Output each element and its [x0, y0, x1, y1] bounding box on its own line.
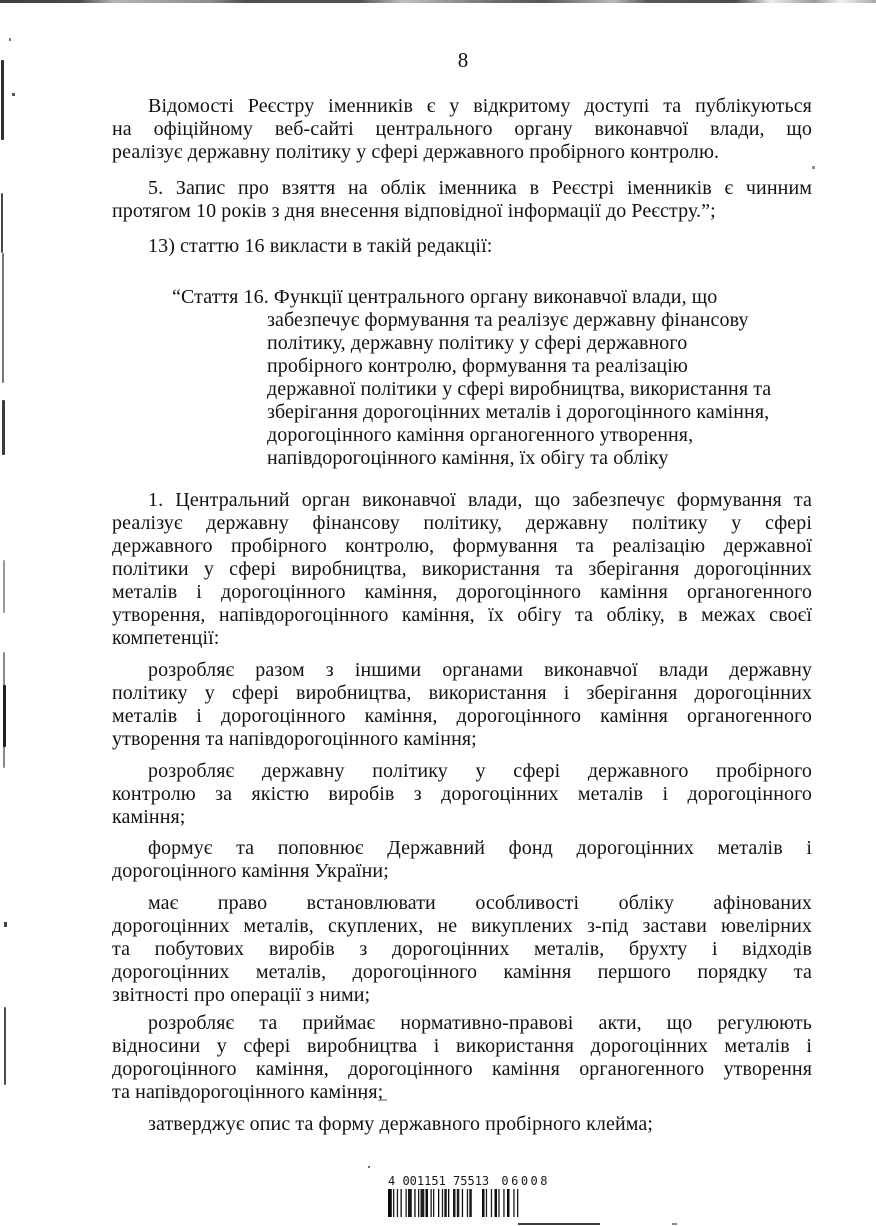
text-line: забезпечує формування та реалізує державну фінансову	[267, 309, 749, 331]
text-line: державного пробірного контролю, формування та реалізацію державної	[112, 535, 812, 557]
text-line: реалізує державну політику у сфері державного пробірного контролю.	[112, 141, 720, 163]
text-line: напівдорогоцінного каміння, їх обігу та обліку	[267, 447, 669, 469]
scan-artifact-speck	[368, 1166, 370, 1168]
text-line: 1. Центральний орган виконавчої влади, що забезпечує формування та	[148, 489, 812, 511]
scan-artifact-speck	[672, 1223, 677, 1225]
text-line: каміння;	[112, 806, 186, 828]
scan-artifact-left-margin	[4, 1007, 6, 1085]
text-line: дорогоцінного каміння, дорогоцінного каміння органогенного утворення	[112, 1058, 812, 1080]
paragraph	[112, 892, 812, 1007]
paragraph	[112, 235, 812, 258]
scan-artifact-speck	[812, 166, 815, 169]
paragraph	[112, 177, 812, 223]
text-line: державної політики у сфері виробництва, використання та	[267, 378, 772, 400]
text-line: утворення, напівдорогоцінного каміння, їх обігу та обліку, в межах своєї	[112, 604, 812, 626]
text-line: утворення та напівдорогоцінного каміння;	[112, 728, 477, 750]
paragraph	[112, 489, 812, 650]
paragraph	[112, 837, 812, 883]
scan-artifact-left-margin	[2, 253, 4, 383]
scan-artifact-speck	[9, 38, 11, 41]
text-line: металів і дорогоцінного каміння, дорогоцінного каміння органогенного	[112, 705, 812, 727]
text-line: відносини у сфері виробництва і використання дорогоцінних металів і	[112, 1035, 812, 1057]
text-line: дорогоцінного каміння України;	[112, 860, 389, 882]
text-line: пробірного контролю, формування та реалізацію	[267, 355, 688, 377]
text-line: політику у сфері виробництва, використання і зберігання дорогоцінних	[112, 682, 812, 704]
text-line: реалізує державну фінансову політику, державну політику у сфері	[112, 512, 812, 534]
scan-artifact-underline	[518, 1223, 600, 1225]
text-line: протягом 10 років з дня внесення відповідної інформації до Реєстру.”;	[112, 200, 716, 222]
text-line: 5. Запис про взяття на облік іменника в Реєстрі іменників є чинним	[148, 177, 812, 199]
text-line: металів і дорогоцінного каміння, дорогоцінного каміння органогенного	[112, 581, 812, 603]
text-line: розробляє разом з іншими органами виконавчої влади державну	[148, 659, 812, 681]
text-line: дорогоцінних металів, дорогоцінного каміння першого порядку та	[112, 961, 812, 983]
text-line: політики у сфері виробництва, використання та зберігання дорогоцінних	[112, 558, 812, 580]
paragraph	[112, 95, 812, 164]
scan-artifact-left-margin	[1, 193, 3, 253]
text-line: політику, державну політику у сфері державного	[267, 332, 688, 354]
text-line: розробляє та приймає нормативно-правові акти, що регулюють	[148, 1012, 812, 1034]
barcode-label	[388, 1175, 550, 1188]
text-line: дорогоцінних металів, скуплених, не викуплених з-під застави ювелірних	[112, 915, 812, 937]
scan-artifact-left-margin	[3, 560, 5, 613]
text-line: дорогоцінного каміння органогенного утворення,	[267, 424, 694, 446]
text-line: звітності про операції з ними;	[112, 984, 371, 1006]
article-heading	[172, 286, 812, 470]
paragraph	[112, 760, 812, 829]
paragraph	[112, 1012, 812, 1104]
document-body	[112, 95, 812, 1136]
scan-artifact-top-edge	[0, 0, 876, 3]
barcode-bars-image	[388, 1189, 550, 1218]
scan-artifact-speck	[12, 93, 15, 96]
barcode	[388, 1175, 550, 1218]
text-line: розробляє державну політику у сфері державного пробірного	[148, 760, 812, 782]
scan-artifact-left-margin	[2, 400, 5, 455]
text-line: контролю за якістю виробів з дорогоцінних металів і дорогоцінного	[112, 783, 812, 805]
text-line: затверджує опис та форму державного пробірного клейма;	[148, 1113, 654, 1135]
paragraph	[112, 1113, 812, 1136]
barcode-digits-left: 4 001151 75513	[388, 1174, 490, 1188]
text-line: компетенції:	[112, 627, 220, 649]
text-line: “Стаття 16. Функції центрального органу виконавчої влади, що	[172, 286, 718, 308]
text-line: Відомості Реєстру іменників є у відкритому доступі та публікуються	[148, 95, 812, 117]
text-line: формує та поповнює Державний фонд дорогоцінних металів і	[148, 837, 812, 859]
scan-artifact-left-margin	[1, 60, 4, 140]
scan-artifact-speck	[4, 922, 7, 927]
text-line: на офіційному веб-сайті центрального органу виконавчої влади, що	[112, 118, 812, 140]
text-line: має право встановлювати особливості обліку афінованих	[148, 892, 812, 914]
text-line: зберігання дорогоцінних металів і дорогоцінного каміння,	[267, 401, 770, 423]
barcode-digits-right: 06008	[501, 1174, 550, 1188]
paragraph	[112, 659, 812, 751]
text-line: 13) статтю 16 викласти в такій редакції:	[148, 235, 493, 257]
page-number: 8	[457, 48, 469, 72]
text-line: та напівдорогоцінного каміння;	[112, 1081, 384, 1103]
scan-artifact-left-margin	[3, 685, 6, 747]
text-line: та побутових виробів з дорогоцінних металів, брухту і відходів	[112, 938, 812, 960]
